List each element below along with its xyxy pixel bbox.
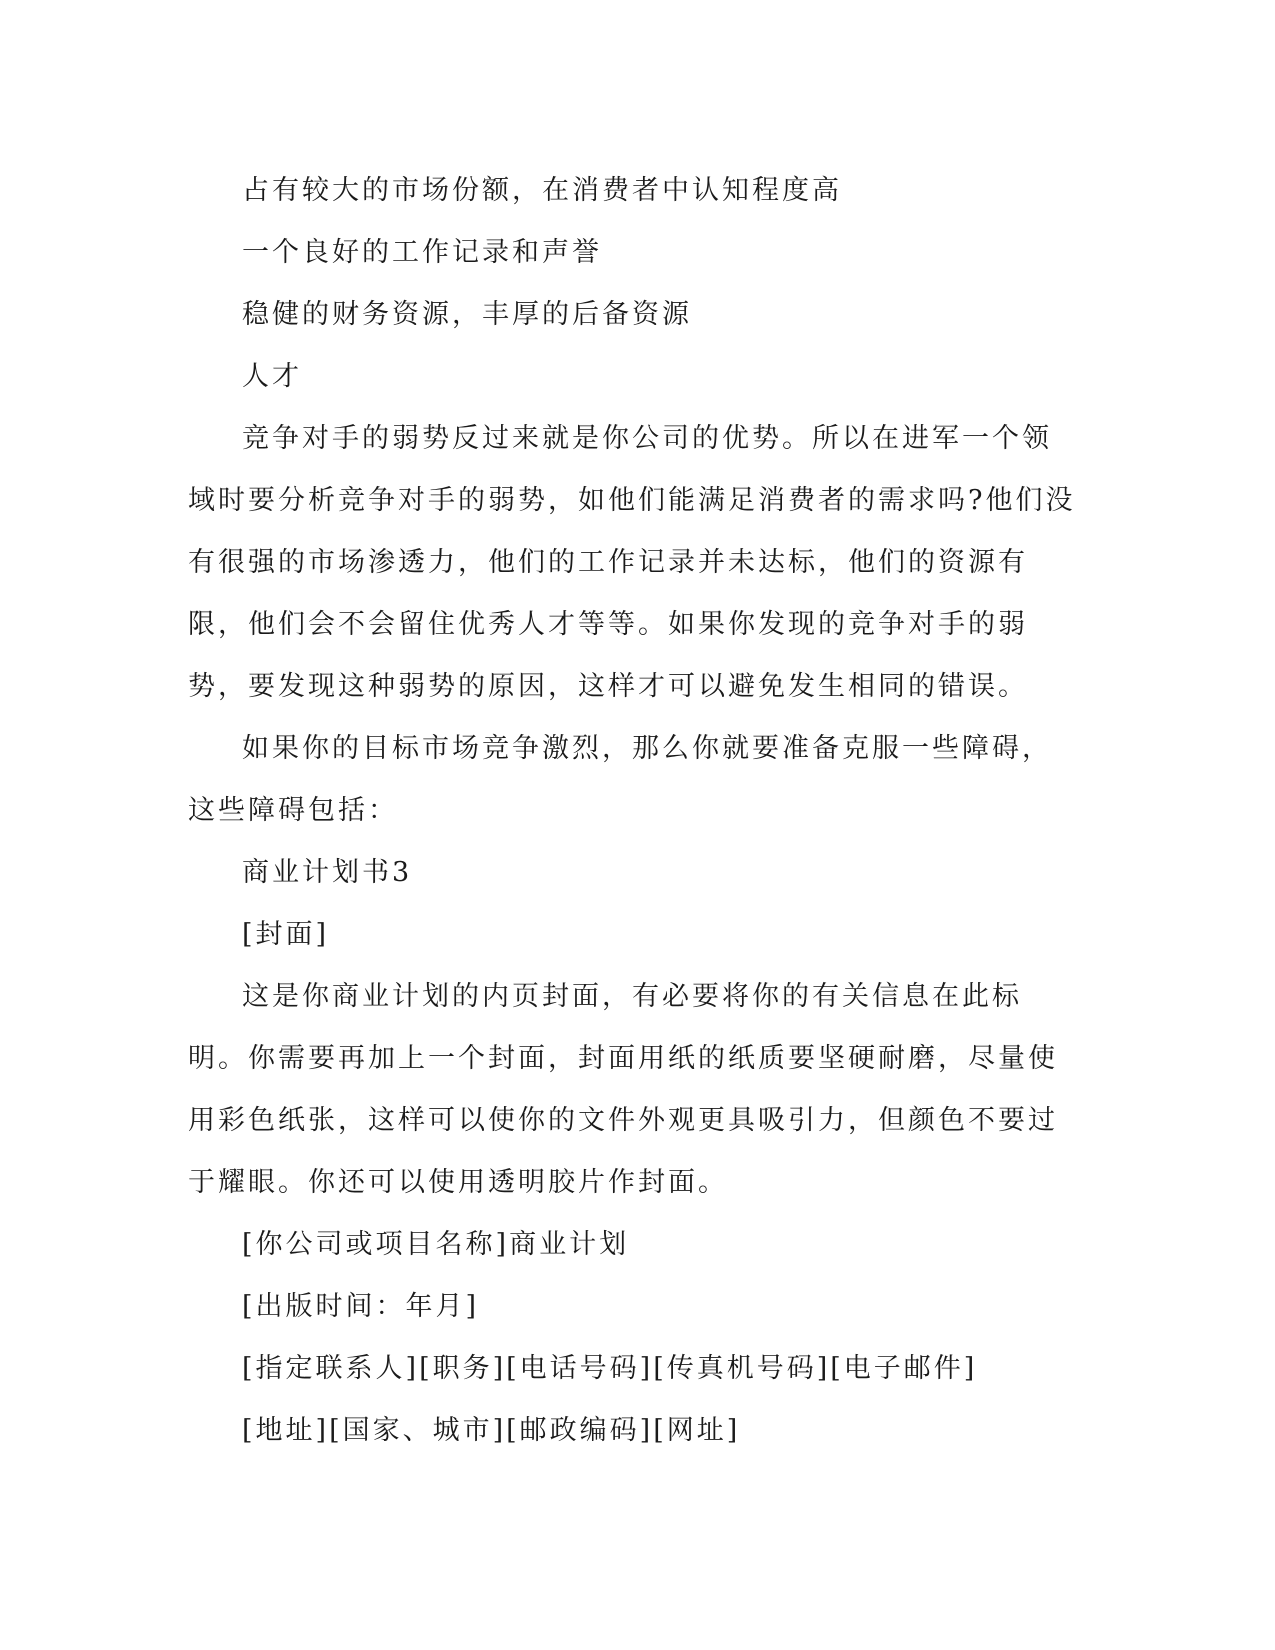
paragraph-talent: 人才 [242,361,302,392]
paragraph-competitor-weakness: 竞争对手的弱势反过来就是你公司的优势。所以在进军一个领域时要分析竞争对手的弱势，如他们能满足消费者的需求吗?他们没有很强的市场渗透力，他们的工作记录并未达标，他们的资源有限，他们会不会留住优秀人才等等。如果你发现的竞争对手的弱势，要发现这种弱势的原因，这样才可以避免发生相同的错误。 [188,423,1076,702]
section-heading-business-plan: 商业计划书3 [242,857,413,888]
cover-field-contact: [指定联系人][职务][电话号码][传真机号码][电子邮件] [242,1353,978,1384]
paragraph-obstacles: 如果你的目标市场竞争激烈，那么你就要准备克服一些障碍，这些障碍包括： [188,733,1052,826]
paragraph-financial: 稳健的财务资源，丰厚的后备资源 [242,299,692,330]
paragraph-reputation: 一个良好的工作记录和声誉 [242,237,602,268]
cover-field-address: [地址][国家、城市][邮政编码][网址] [242,1415,741,1446]
cover-field-company-name: [你公司或项目名称]商业计划 [242,1229,630,1260]
section-label-cover: [封面] [242,919,330,950]
cover-field-publish-date: [出版时间：年月] [242,1291,480,1322]
paragraph-cover-description: 这是你商业计划的内页封面，有必要将你的有关信息在此标明。你需要再加上一个封面，封面用纸的纸质要坚硬耐磨，尽量使用彩色纸张，这样可以使你的文件外观更具吸引力，但颜色不要过于耀眼。你还可以使用透明胶片作封面。 [188,981,1058,1198]
paragraph-market-share: 占有较大的市场份额，在消费者中认知程度高 [242,175,842,206]
document-body [188,160,1080,1462]
